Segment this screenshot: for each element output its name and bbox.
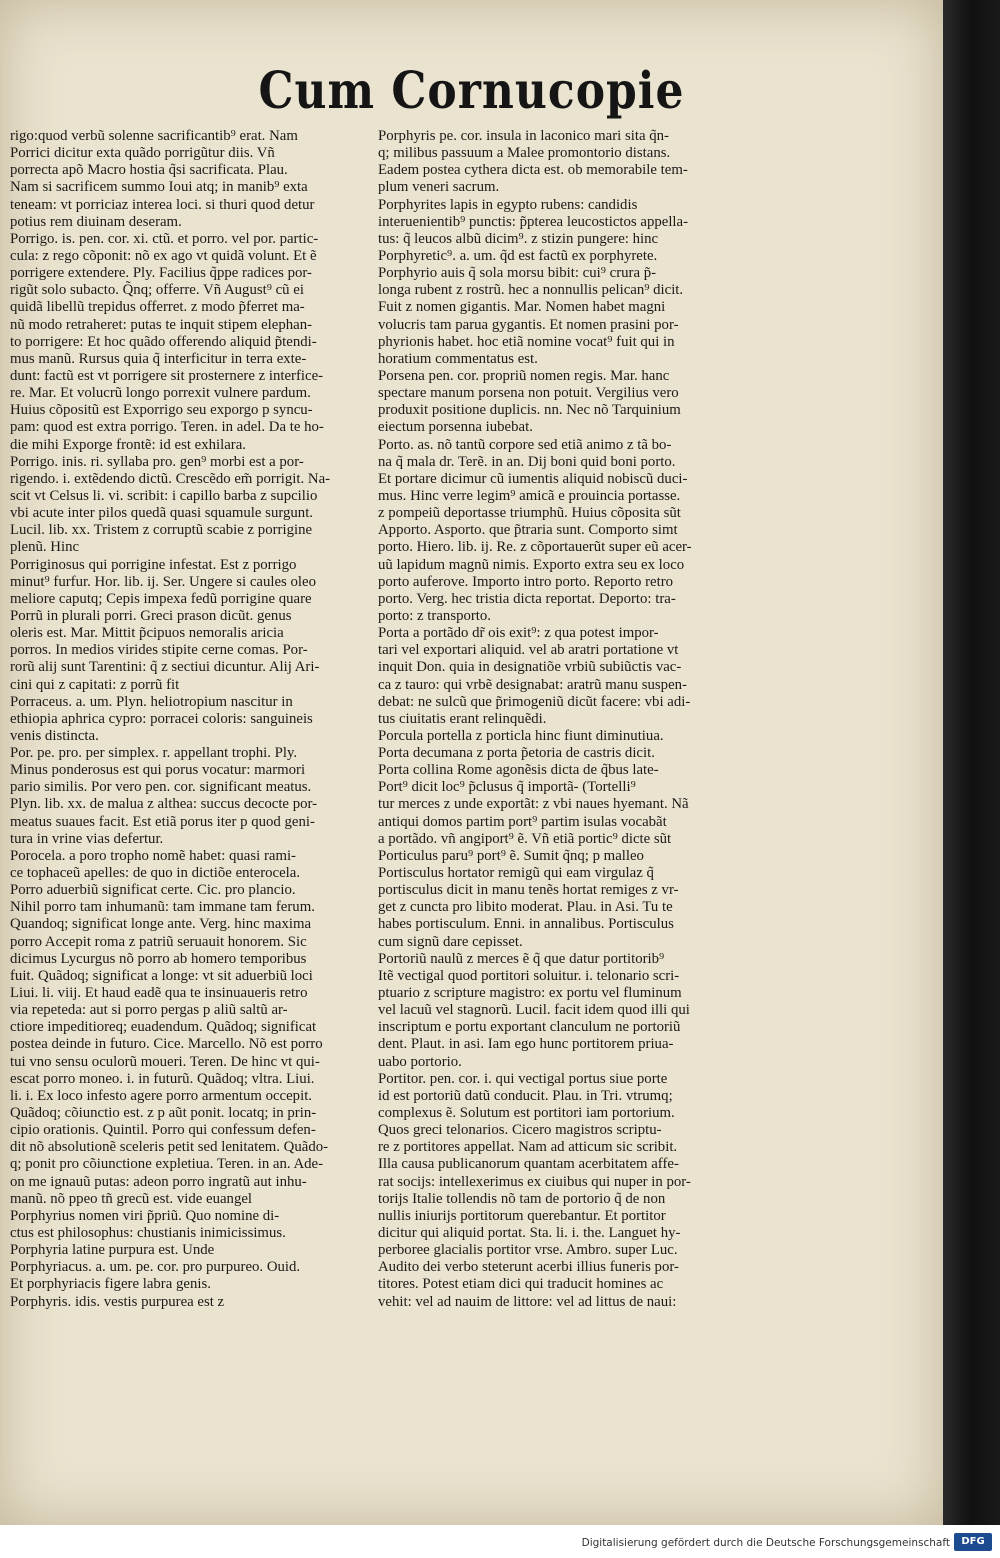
text-line: Porphyrites lapis in egypto rubens: candidis (378, 196, 638, 213)
text-line: Apporto. Asporto. que p̃traria sunt. Comporto simt (378, 522, 678, 539)
text-line: Porriginosus qui porrigine infestat. Est z porrigo (10, 556, 297, 573)
text-line: Porphyretic⁹. a. um. q̃d est factũ ex porphyrete. (378, 247, 658, 264)
text-line: vel lacuũ vel stagnorũ. Lucil. facit idem quod illi qui (378, 1002, 690, 1019)
text-line: tui vno sensu oculorũ moueri. Teren. De hinc vt qui- (10, 1053, 320, 1070)
text-line: Porta collina Rome agonẽsis dicta de q̃bus late- (378, 762, 659, 779)
text-line: Porphyris. idis. vestis purpurea est z (10, 1293, 225, 1310)
text-line: Porrigo. inis. ri. syllaba pro. gen⁹ morbi est a por- (10, 453, 304, 470)
text-line: horatium commentatus est. (378, 350, 538, 367)
text-line: Porrũ in plurali porri. Greci prason dicũt. genus (10, 607, 292, 624)
text-line: Fuit z nomen gigantis. Mar. Nomen habet magni (378, 299, 666, 316)
text-line: rorũ alij sunt Tarentini: q̃ z sectiui dicuntur. Alij Ari- (10, 659, 320, 676)
text-line: Quandoq; significat longe ante. Verg. hinc maxima (10, 916, 312, 933)
text-line: z pompeiũ deportasse triumphũ. Huius cõposita sũt (378, 505, 681, 522)
text-line: Porta a portãdo dr̃ ois exit⁹: z qua potest impor- (378, 625, 659, 642)
text-line: manũ. nõ ppeo tñ grecũ est. vide euangel (10, 1190, 253, 1207)
text-line: porro Accepit roma z patriũ seruauit honorem. Sic (10, 933, 307, 950)
text-line: re z portitores appellat. Nam ad atticum sic scribit. (378, 1139, 678, 1156)
text-line: id est portoriũ datũ conducit. Plau. in Tri. vtrumq; (378, 1087, 673, 1104)
text-line: rat socijs: intellexerimus ex ciuibus qui nuper in por- (378, 1173, 691, 1190)
text-line: ce tophaceũ apelles: de quo in dictiõe enterocela. (10, 865, 301, 882)
text-line: cula: z rego cõponit: nõ ex ago vt quidã volunt. Et ẽ (10, 247, 317, 264)
text-line: postea deinde in futuro. Cice. Marcello. Nõ est porro (10, 1036, 323, 1053)
text-line: Porto. as. nõ tantũ corpore sed etiã animo z tã bo- (378, 436, 672, 453)
text-line: Porphyrius nomen viri p̃priũ. Quo nomine di- (10, 1207, 280, 1224)
text-line: escat porro moneo. i. in futurũ. Quãdoq; vltra. Liui. (10, 1070, 315, 1087)
text-line: ctiore impeditioreq; euadendum. Quãdoq; significat (10, 1019, 317, 1036)
text-line: cum signũ dare cepisset. (378, 933, 523, 950)
running-head: Cum Cornucopie (258, 62, 685, 121)
text-line: portisculus dicit in manu tenẽs hortat remiges z vr- (378, 882, 679, 899)
text-line: porto auferove. Importo intro porto. Reporto retro (378, 573, 674, 590)
text-line: Nihil porro tam inhumanũ: tam immane tam ferum. (10, 899, 315, 916)
text-line: plenũ. Hinc (10, 539, 80, 556)
dfg-logo-icon: DFG (954, 1533, 992, 1551)
text-line: debat: ne sulcũ que p̃rimogeniũ dicũt facere: vbi adi- (378, 693, 691, 710)
text-line: fuit. Quãdoq; significat a longe: vt sit aduerbiũ loci (10, 967, 313, 984)
text-line: Minus ponderosus est qui porus vocatur: marmori (10, 762, 306, 779)
text-line: ctus est philosophus: chustianis inimicissimus. (10, 1225, 286, 1241)
text-line: mus. Hinc verre legim⁹ amicã e prouincia portasse. (378, 487, 681, 504)
text-line: Porro aduerbiũ significat certe. Cic. pro plancio. (10, 882, 296, 899)
text-line: Portitor. pen. cor. i. qui vectigal portus siue porte (378, 1070, 668, 1087)
text-line: rigendo. i. extẽdendo dictũ. Crescẽdo em̃ porrigit. Na- (10, 470, 331, 487)
text-line: antiqui domos partim port⁹ partim isulas vocabãt (378, 813, 667, 830)
text-line: interuenientib⁹ punctis: p̃pterea leucostictos appella- (378, 213, 689, 230)
text-line: q; ponit pro cõiunctione expletiua. Teren. in an. Ade- (10, 1156, 324, 1173)
text-line: q; milibus passuum a Malee promontorio distans. (378, 145, 671, 162)
text-line: titores. Potest etiam dici qui traducit homines ac (378, 1276, 664, 1293)
text-line: volucris tam parua gygantis. Et nomen prasini por- (378, 316, 679, 333)
left-text-column (10, 128, 370, 1311)
text-line: dit nõ absolutionẽ sceleris petit sed lenitatem. Quãdo- (10, 1139, 329, 1156)
text-line: pario similis. Por vero pen. cor. significant meatus. (10, 779, 312, 796)
text-line: vehit: vel ad nauim de littore: vel ad littus de naui: (378, 1293, 677, 1310)
text-line: Et portare dicimur cũ iumentis aliquid nobiscũ duci- (378, 470, 688, 487)
text-line: tura in vrine vias defertur. (10, 830, 164, 847)
text-line: Porsena pen. cor. propriũ nomen regis. Mar. hanc (378, 367, 670, 384)
text-line: porrecta apõ Macro hostia q̃si sacrificata. Plau. (10, 162, 288, 179)
text-line: inquit Don. quia in designatiõe vrbiũ subiũctis vac- (378, 659, 682, 676)
footer-credit: Digitalisierung gefördert durch die Deutsche Forschungsgemeinschaft (581, 1537, 950, 1549)
text-line: Portisculus hortator remigũ qui eam virgulaz q̃ (378, 865, 654, 882)
text-line: phyrionis habet. hoc etiã nomine vocat⁹ fuit qui in (378, 333, 675, 350)
text-line: meliore caputq; Cepis impexa fedũ porrigine quare (10, 590, 312, 607)
text-line: Porphyris pe. cor. insula in laconico mari sita q̃n- (378, 128, 669, 144)
text-line: porrigere extendere. Ply. Facilius q̃ppe radices por- (10, 265, 312, 282)
text-line: Porrigo. is. pen. cor. xi. ctũ. et porro. vel por. partic- (10, 230, 319, 247)
text-line: cipio orationis. Quintil. Porro qui confessum defen- (10, 1122, 316, 1139)
text-line: eiectum porsenna iubebat. (378, 419, 533, 436)
text-line: potius rem diuinam deseram. (10, 213, 182, 230)
text-line: re. Mar. Et volucrũ longo porrexit vulnere pardum. (10, 385, 311, 402)
text-line: ethiopia aphrica cypro: porracei coloris: sanguineis (10, 710, 313, 727)
text-line: Porocela. a poro tropho nomẽ habet: quasi rami- (10, 847, 296, 864)
text-line: Plyn. lib. xx. de malua z althea: succus decocte por- (10, 796, 318, 813)
text-line: Porcula portella z porticla hinc fiunt diminutiua. (378, 727, 664, 744)
text-line: tus ciuitatis erant relinquẽdi. (378, 710, 547, 727)
text-line: rigũt solo subacto. Q̃nq; offerre. Vñ August⁹ cũ ei (10, 282, 304, 299)
text-line: Eadem postea cythera dicta est. ob memorabile tem- (378, 162, 688, 179)
text-line: Porrici dicitur exta quãdo porrigũtur diis. Vñ (10, 145, 275, 162)
text-line: ca z tauro: qui vrbẽ designabat: aratrũ manu suspen- (378, 676, 687, 693)
text-line: spectare manum porsena non potuit. Vergilius vero (378, 385, 679, 402)
text-line: Huius cõpositũ est Exporrigo seu exporgo p syncu- (10, 402, 313, 419)
text-line: Lucil. lib. xx. Tristem z corruptũ scabie z porrigine (10, 522, 313, 539)
text-line: teneam: vt porriciaz interea loci. si thuri quod detur (10, 196, 315, 213)
text-line: cini qui z capitati: z porrũ fit (10, 676, 180, 693)
text-line: Por. pe. pro. per simplex. r. appellant trophi. Ply. (10, 745, 298, 762)
text-line: dicitur qui aliquid portat. Sta. li. i. the. Languet hy- (378, 1225, 681, 1241)
text-line: Porphyrio auis q̃ sola morsu bibit: cui⁹ crura p̃- (378, 265, 657, 282)
text-line: inscriptum e portu exportant clanculum ne portoriũ (378, 1019, 681, 1036)
text-line: porros. In medios virides stipite cerne comas. Por- (10, 642, 308, 659)
text-line: uũ lapidum magnũ nimis. Exporto extra seu ex loco (378, 556, 685, 573)
text-line: dicimus Lycurgus nõ porro ab homero temporibus (10, 950, 307, 967)
text-line: Port⁹ dicit loc⁹ p̃clusus q̃ importã- (Tortelli⁹ (378, 779, 636, 796)
right-text-column (378, 128, 742, 1311)
text-line: perboree glacialis portitor vrse. Ambro. super Luc. (378, 1242, 678, 1259)
text-line: Porphyriacus. a. um. pe. cor. pro purpureo. Ouid. (10, 1259, 301, 1276)
text-line: complexus ẽ. Solutum est portitori iam portorium. (378, 1105, 675, 1122)
text-line: na q̃ mala dr. Terẽ. in an. Dij boni quid boni porto. (378, 453, 676, 470)
text-line: mus manũ. Rursus quia q̃ interficitur in terra exte- (10, 350, 307, 367)
text-line: Porticulus paru⁹ port⁹ ẽ. Sumit q̃nq; p malleo (378, 847, 644, 864)
text-line: Audito dei verbo steterunt acerbi illius funeris por- (378, 1259, 679, 1276)
text-line: habes portisculum. Enni. in annalibus. Portisculus (378, 916, 674, 933)
text-line: venis distincta. (10, 727, 99, 744)
text-line: porto: z transporto. (378, 607, 492, 624)
text-line: pam: quod est extra porrigo. Teren. in adel. Da te ho- (10, 419, 324, 436)
text-line: oleris est. Mar. Mittit p̃cipuos nemoralis aricia (10, 625, 284, 642)
text-line: via repeteda: aut si porro pergas p aliũ saltũ ar- (10, 1002, 288, 1019)
text-line: tur merces z unde exportãt: z vbi naues hyemant. Nã (378, 796, 689, 813)
text-line: minut⁹ furfur. Hor. lib. ij. Ser. Ungere si caules oleo (10, 573, 316, 590)
text-line: porto. Hiero. lib. ij. Re. z cõportauerũt super eũ acer- (378, 539, 692, 556)
text-line: tus: q̃ leucos albũ dicim⁹. z stizin pungere: hinc (378, 230, 659, 247)
text-line: ptuario z scripture magistro: ex portu vel fluminum (378, 985, 682, 1002)
text-line: Porta decumana z porta p̃etoria de castris dicit. (378, 745, 655, 762)
text-line: tari vel exportari aliquid. vel ab aratri portatione vt (378, 642, 679, 659)
text-line: produxit positione duplicis. nn. Nec nõ Tarquinium (378, 402, 681, 419)
text-line: rigo:quod verbũ solenne sacrificantib⁹ erat. Nam (10, 128, 298, 144)
text-line: nullis iniurijs portitorum querebantur. Et portitor (378, 1207, 666, 1224)
text-line: quidã libellũ trepidus offerret. z modo p̃ferret ma- (10, 299, 305, 316)
text-line: scit vt Celsus li. vi. scribit: i capillo barba z supcilio (10, 487, 318, 504)
text-line: meatus suaues facit. Est etiã porus iter p quod geni- (10, 813, 315, 830)
text-line: dunt: factũ est vt porrigere sit prosternere z interfice- (10, 367, 324, 384)
text-line: Et porphyriacis figere labra genis. (10, 1276, 211, 1293)
text-line: Illa causa publicanorum quantam acerbitatem affe- (378, 1156, 679, 1173)
text-line: Porphyria latine purpura est. Unde (10, 1242, 215, 1259)
text-line: torijs Italie tollendis nõ tam de portorio q̃ de non (378, 1190, 666, 1207)
text-line: porto. Verg. hec tristia dicta reportat. Deporto: tra- (378, 590, 676, 607)
text-line: a portãdo. vñ angiport⁹ ẽ. Vñ etiã portic⁹ dicte sũt (378, 830, 672, 847)
text-line: get z cuncta pro libito moderat. Plau. in Asi. Tu te (378, 899, 673, 916)
text-line: Liui. li. viij. Et haud eadẽ qua te insinuaueris retro (10, 985, 308, 1002)
text-line: longa rubent z rostrũ. hec a nonnullis pelican⁹ dicit. (378, 282, 684, 299)
text-line: li. i. Ex loco infesto agere porro armentum occepit. (10, 1087, 312, 1104)
text-line: dent. Plaut. in asi. Iam ego hunc portitorem priua- (378, 1036, 674, 1053)
text-line: Quos greci telonarios. Cicero magistros scriptu- (378, 1122, 662, 1139)
text-line: Quãdoq; cõiunctio est. z p aũt ponit. locatq; in prin- (10, 1105, 317, 1122)
text-line: to porrigere: Et hoc quãdo offerendo aliquid p̃tendi- (10, 333, 317, 350)
text-line: Portoriũ naulũ z merces ẽ q̃ que datur portitorib⁹ (378, 950, 665, 967)
text-line: uabo portorio. (378, 1053, 462, 1070)
text-line: Itẽ vectigal quod portitori soluitur. i. telonario scri- (378, 967, 680, 984)
text-line: Porraceus. a. um. Plyn. heliotropium nascitur in (10, 693, 293, 710)
text-line: die mihi Exporge frontẽ: id est exhilara. (10, 436, 246, 453)
text-line: nũ modo retraheret: putas te inquit stipem elephan- (10, 316, 313, 333)
text-line: vbi acute inter pilos quedã quasi squamule surgunt. (10, 505, 314, 522)
text-line: Nam si sacrificem summo Ioui atq; in manib⁹ exta (10, 179, 308, 196)
text-line: on me ignauũ putas: adeon porro ingratũ aut inhu- (10, 1173, 307, 1190)
text-line: plum veneri sacrum. (378, 179, 500, 196)
page-edge-shadow (943, 0, 1000, 1525)
